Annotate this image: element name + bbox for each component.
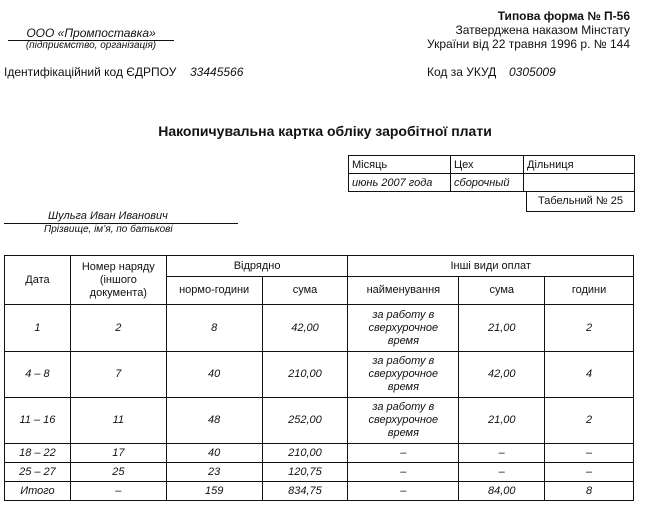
area-label: Дільниця [524,156,635,174]
cell-other-sum: – [459,463,545,482]
document-title: Накопичувальна картка обліку заробітної плати [158,123,492,139]
header-date: Дата [5,256,71,305]
employee-name: Шульга Иван Иванович [4,210,238,224]
cell-order: 2 [70,305,166,352]
header-name: найменування [348,277,459,305]
month-label: Місяць [349,156,451,174]
cell-date: 4 – 8 [5,352,71,398]
cell-norm-hours: 8 [166,305,262,352]
header-norm-hours: нормо-години [166,277,262,305]
header-order: Номер наряду (іншого документа) [70,256,166,305]
cell-norm-hours: 48 [166,398,262,444]
tab-number-box: Табельний № 25 [526,192,635,212]
cell-name: за работу в сверхурочное время [348,352,459,398]
table-row [5,305,634,352]
approved-text: Затверджена наказом Мінстату [455,23,630,37]
cell-date: 11 – 16 [5,398,71,444]
table-row-total [5,482,634,501]
cell-other-sum: – [459,444,545,463]
cell-other-sum: 21,00 [459,398,545,444]
cell-order: 7 [70,352,166,398]
cell-other-sum: 21,00 [459,305,545,352]
cell-name: – [348,444,459,463]
cell-order: 11 [70,398,166,444]
header-other-sum: сума [459,277,545,305]
cell-norm-hours: 40 [166,444,262,463]
cell-other-sum: 42,00 [459,352,545,398]
cell-name: – [348,482,459,501]
table-row [5,398,634,444]
cell-sum: 210,00 [262,352,348,398]
header-hours: години [545,277,634,305]
approved-date: України від 22 травня 1996 р. № 144 [426,37,630,51]
cell-order: 17 [70,444,166,463]
cell-order: 25 [70,463,166,482]
cell-date: 1 [5,305,71,352]
header-other-payments: Інші види оплат [348,256,634,277]
cell-date: 18 – 22 [5,444,71,463]
meta-table [348,155,635,192]
cell-hours: 2 [545,398,634,444]
table-row [5,463,634,482]
cell-order: – [70,482,166,501]
cell-hours: 4 [545,352,634,398]
cell-hours: – [545,463,634,482]
cell-sum: 210,00 [262,444,348,463]
org-caption: (підприємство, організація) [25,40,157,51]
cell-sum: 834,75 [262,482,348,501]
form-number: Типова форма № П-56 [497,9,630,23]
ukud-value: 0305009 [509,65,556,79]
header-sum: сума [262,277,348,305]
cell-hours: 2 [545,305,634,352]
month-value: июнь 2007 года [349,174,451,192]
ukud-label: Код за УКУД [427,65,497,79]
table-row [5,444,634,463]
cell-sum: 120,75 [262,463,348,482]
employee-caption: Прізвище, ім’я, по батькові [44,224,173,235]
cell-norm-hours: 159 [166,482,262,501]
header-piecework: Відрядно [166,256,348,277]
edrpou-value: 33445566 [190,65,244,79]
area-value [524,174,635,192]
cell-date: Итого [5,482,71,501]
cell-sum: 42,00 [262,305,348,352]
cell-name: за работу в сверхурочное время [348,398,459,444]
cell-other-sum: 84,00 [459,482,545,501]
cell-hours: 8 [545,482,634,501]
cell-sum: 252,00 [262,398,348,444]
cell-name: – [348,463,459,482]
cell-date: 25 – 27 [5,463,71,482]
edrpou-label: Ідентифікаційний код ЄДРПОУ [4,65,177,79]
cell-hours: – [545,444,634,463]
payroll-table [4,255,634,501]
cell-norm-hours: 23 [166,463,262,482]
shop-value: сборочный [451,174,524,192]
cell-norm-hours: 40 [166,352,262,398]
cell-name: за работу в сверхурочное время [348,305,459,352]
shop-label: Цех [451,156,524,174]
org-name: ООО «Промпоставка» [8,27,174,41]
table-row [5,352,634,398]
